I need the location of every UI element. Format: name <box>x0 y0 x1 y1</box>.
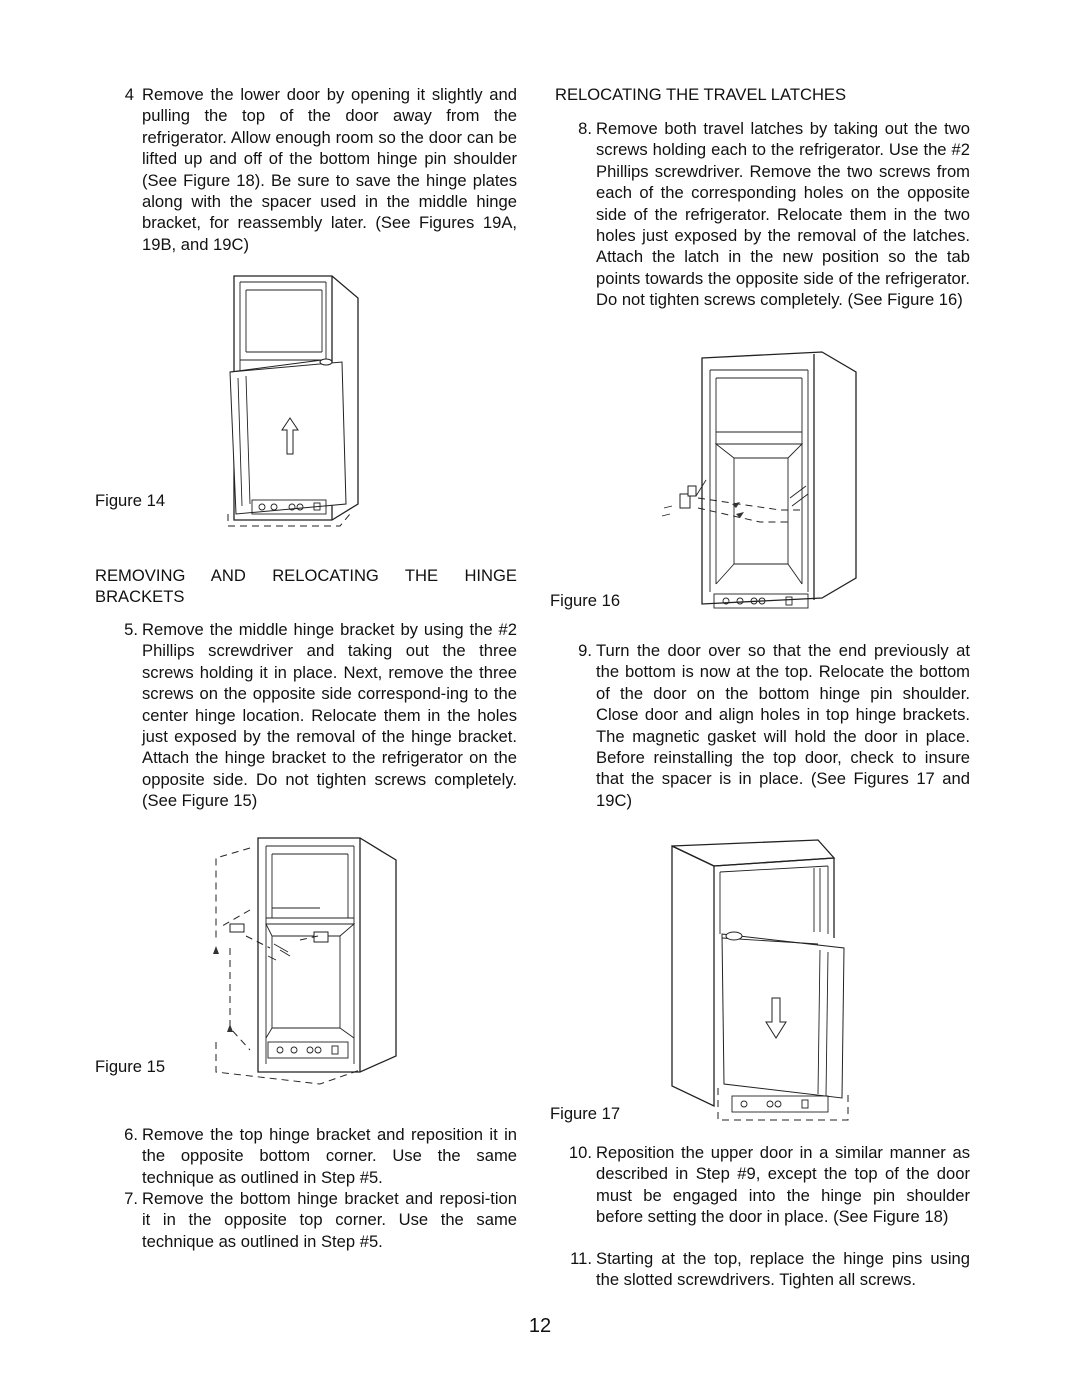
step-number: 5. <box>124 620 138 639</box>
step-number: 8. <box>578 119 592 138</box>
figure-16-label: Figure 16 <box>550 591 621 610</box>
step-number: 11. <box>570 1249 592 1268</box>
heading-travel-latches: RELOCATING THE TRAVEL LATCHES <box>555 85 847 104</box>
step-number: 9. <box>578 641 592 660</box>
step-9 <box>578 640 970 811</box>
step-11 <box>570 1248 970 1291</box>
step-10 <box>568 1142 970 1228</box>
step-7 <box>124 1188 517 1252</box>
figure-17-label: Figure 17 <box>550 1104 621 1123</box>
step-text: Remove both travel latches by taking out the two screws holding each to the refrigerator. Use the #2 Phillips screwdriver. Remove the two screws from each of the corresponding holes on the opposite side of the refrigerator. Relocate them in the two holes just exposed by the removal of the latches. Attach the latch in the new position so the tab points towards the opposite side of the refrigerator. Do not tighten screws completely. (See Figure 16) <box>596 119 970 310</box>
step-text: Remove the lower door by opening it slightly and pulling the top of the door away from the refrigerator. Allow enough room so the door can be lifted up and off of the bottom hinge pin shoulder (See Figure 18). Be sure to save the hinge plates along with the spacer used in the middle hinge bracket, for reassembly later. (See Figures 19A, 19B, and 19C) <box>142 85 517 254</box>
figure-14-illustration <box>222 268 362 533</box>
heading-hinge-brackets: REMOVING AND RELOCATING THE HINGE BRACKETS <box>95 566 517 607</box>
step-number: 7. <box>124 1189 138 1208</box>
figure-17-illustration <box>668 838 858 1128</box>
figure-14-label: Figure 14 <box>95 491 166 510</box>
step-number: 10. <box>568 1143 592 1162</box>
step-number: 6. <box>124 1125 138 1144</box>
step-text: Remove the middle hinge bracket by using the #2 Phillips screwdriver and taking out the three screws holding it in place. Next, remove the three screws on the opposite side correspond-ing to the center hinge location. Relocate them in the holes just exposed by the removal of the hinge bracket. Attach the hinge bracket to the refrigerator on the opposite side. Do not tighten screws completely. (See Figure 15) <box>142 620 517 811</box>
step-5 <box>124 619 517 812</box>
step-text: Starting at the top, replace the hinge pins using the slotted screwdrivers. Tighten all screws. <box>596 1249 970 1290</box>
figure-16-illustration <box>650 348 865 618</box>
figure-15-label: Figure 15 <box>95 1057 166 1076</box>
step-text: Remove the top hinge bracket and reposition it in the opposite bottom corner. Use the same technique as outlined in Step #5. <box>142 1125 517 1187</box>
step-number: 4 <box>124 85 134 104</box>
step-4 <box>124 84 517 255</box>
step-6 <box>124 1124 517 1188</box>
step-8 <box>578 118 970 311</box>
figure-15-illustration <box>210 828 410 1093</box>
page-number: 12 <box>528 1315 552 1337</box>
step-text: Reposition the upper door in a similar manner as described in Step #9, except the top of the door must be engaged into the hinge pin shoulder before setting the door in place. (See Figure 18) <box>596 1143 970 1227</box>
step-text: Turn the door over so that the end previously at the bottom is now at the top. Relocate the bottom of the door on the bottom hinge pin shoulder. Close door and align holes in top hinge brackets. The magnetic gasket will hold the door in place. Before reinstalling the top door, check to insure that the spacer is in place. (See Figures 17 and 19C) <box>596 641 970 810</box>
step-text: Remove the bottom hinge bracket and reposi-tion it in the opposite top corner. Use the same technique as outlined in Step #5. <box>142 1189 517 1251</box>
